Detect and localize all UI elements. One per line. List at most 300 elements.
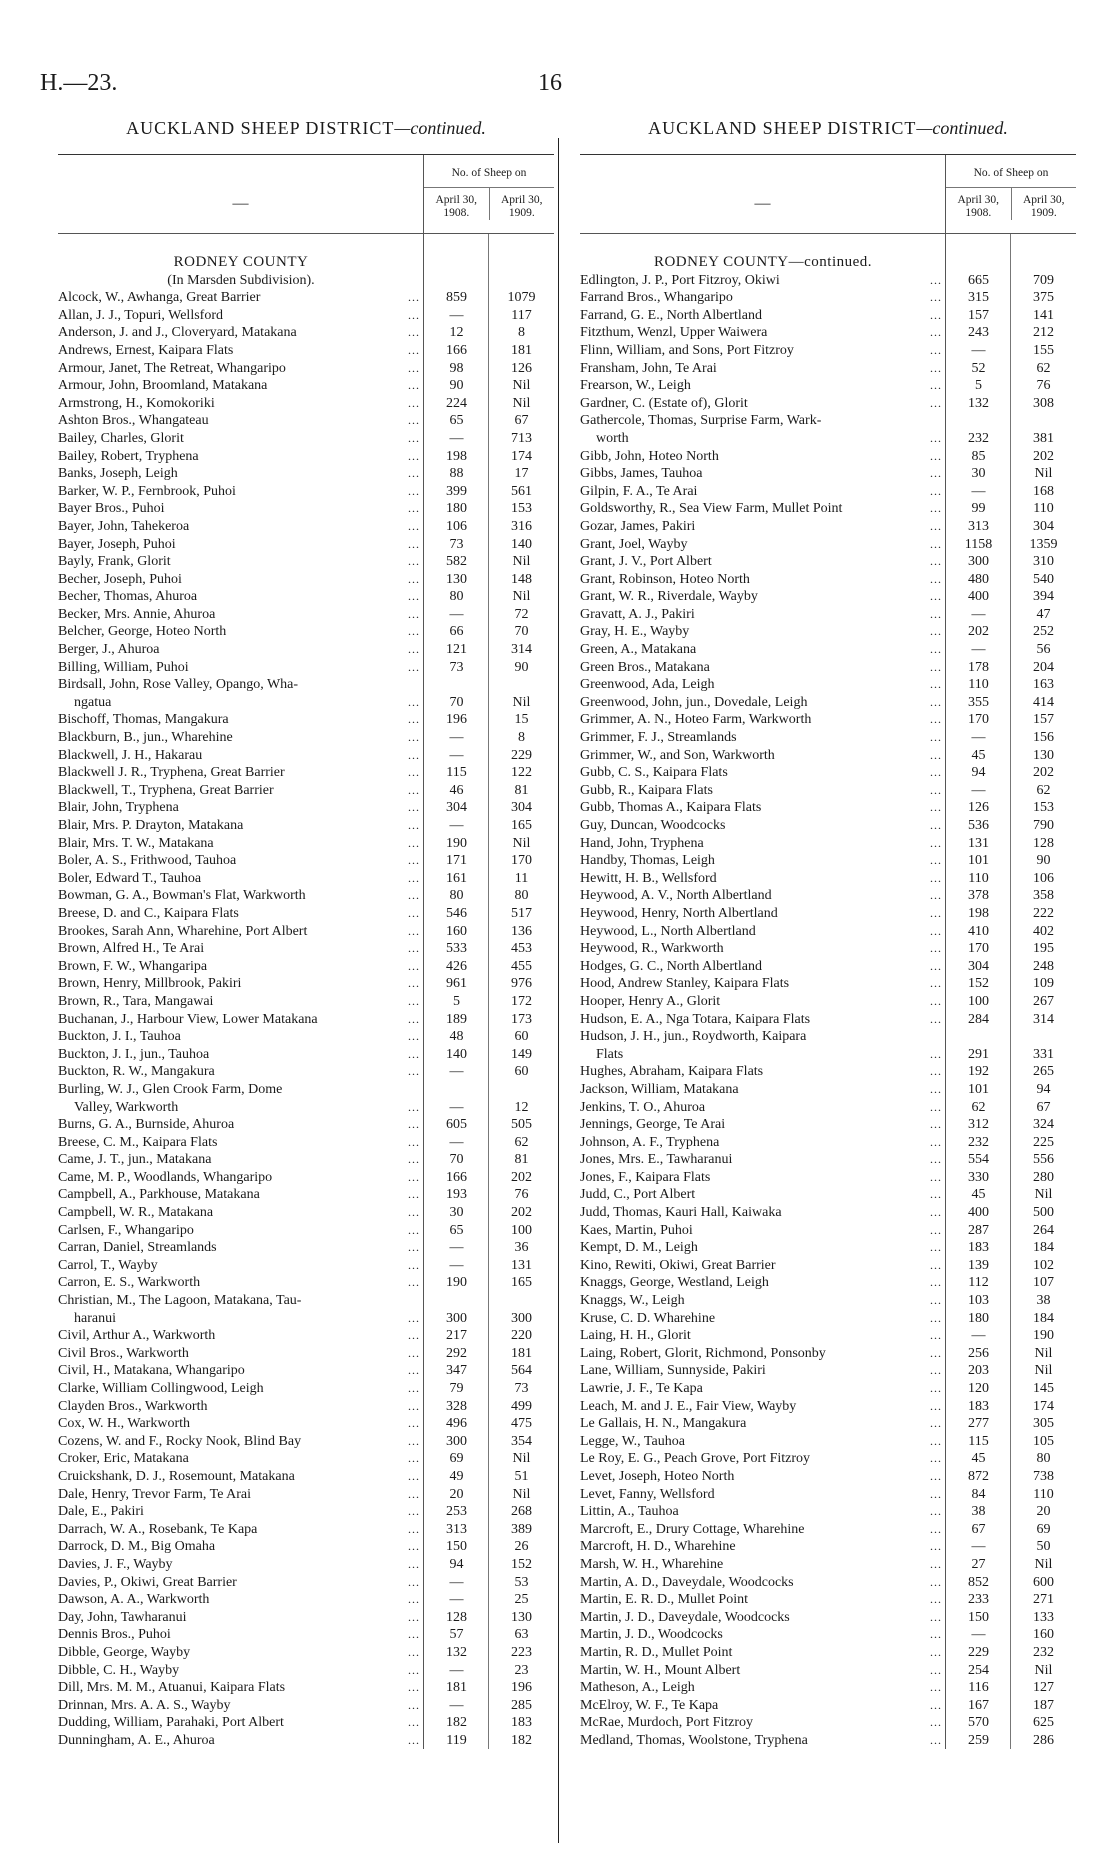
sheep-1908: 20 (449, 1486, 464, 1502)
sheep-1909: 564 (511, 1363, 532, 1379)
table-row (58, 1591, 554, 1609)
table-row (58, 1415, 554, 1433)
sheep-1908: 84 (971, 1486, 986, 1502)
sheep-1909: 67 (514, 413, 529, 429)
sheep-1908: 45 (971, 747, 986, 763)
holder-name: Farrand, G. E., North Albertland ... (580, 307, 942, 323)
sheep-1908: 399 (446, 483, 467, 499)
table-row (580, 1274, 1076, 1292)
table-row (58, 958, 554, 976)
holder-name: Burns, G. A., Burnside, Ahuroa ... (58, 1117, 420, 1133)
right-column-title: AUCKLAND SHEEP DISTRICT—continued. (648, 118, 1008, 138)
sheep-1909: 174 (511, 448, 532, 464)
table-row (58, 1169, 554, 1187)
sheep-1908: 5 (975, 378, 982, 394)
sheep-1908: 166 (446, 342, 467, 358)
sheep-1909: 324 (1033, 1117, 1054, 1133)
sheep-1908: 98 (449, 360, 464, 376)
table-row (580, 676, 1076, 694)
sheep-1909: 109 (1033, 976, 1054, 992)
sheep-1908: 182 (446, 1715, 467, 1731)
sheep-1909: 394 (1033, 589, 1054, 605)
sheep-1909: 182 (511, 1732, 532, 1748)
sheep-1908: 90 (449, 378, 464, 394)
sheep-1908: 132 (446, 1644, 467, 1660)
sheep-1909: 51 (514, 1468, 529, 1484)
sheep-1909: Nil (512, 395, 531, 411)
holder-name: Bailey, Robert, Tryphena ... (58, 448, 420, 464)
sheep-1909: 81 (514, 782, 529, 798)
sheep-1908: 112 (968, 1275, 989, 1291)
holder-name: Hodges, G. C., North Albertland ... (580, 958, 942, 974)
sheep-1909: 202 (511, 1205, 532, 1221)
sheep-1908: 224 (446, 395, 467, 411)
sheep-1909: 204 (1033, 659, 1054, 675)
sheep-1909: 223 (511, 1644, 532, 1660)
sheep-1908: — (971, 730, 986, 746)
table-row (580, 1538, 1076, 1556)
holder-name: Edlington, J. P., Port Fitzroy, Okiwi ... (580, 272, 942, 288)
sheep-1909: 220 (511, 1328, 532, 1344)
sheep-1909: 389 (511, 1521, 532, 1537)
holder-name: Dibble, C. H., Wayby ... (58, 1662, 420, 1678)
table-row (580, 536, 1076, 554)
holder-name: Dawson, A. A., Warkworth ... (58, 1592, 420, 1608)
sheep-1908: 872 (968, 1468, 989, 1484)
sheep-1909: 264 (1033, 1222, 1054, 1238)
sheep-1908: 140 (446, 1046, 467, 1062)
table-row (58, 729, 554, 747)
holder-name: Leach, M. and J. E., Fair View, Wayby ... (580, 1398, 942, 1414)
sheep-1909: 62 (514, 1134, 529, 1150)
holder-name: Bailey, Charles, Glorit ... (58, 430, 420, 446)
sheep-1908: 79 (449, 1381, 464, 1396)
table-row (580, 1644, 1076, 1662)
holder-name: Marcroft, H. D., Wharehine ... (580, 1539, 942, 1555)
sheep-1909: 1359 (1029, 536, 1058, 552)
sheep-1909: 105 (1033, 1433, 1054, 1449)
sheep-1909: 414 (1033, 694, 1054, 710)
table-row (58, 940, 554, 958)
sheep-1908: — (971, 342, 986, 358)
holder-name: Banks, Joseph, Leigh ... (58, 466, 420, 482)
holder-name: Jackson, William, Matakana ... (580, 1081, 942, 1097)
sheep-1908: 70 (449, 694, 464, 710)
table-row (58, 395, 554, 413)
sheep-1908: 167 (968, 1697, 989, 1713)
table-row (58, 1046, 554, 1064)
table-row (58, 377, 554, 395)
holder-name: Blair, Mrs. T. W., Matakana ... (58, 835, 420, 851)
table-row (580, 1011, 1076, 1029)
table-row (58, 1486, 554, 1504)
table-row (580, 518, 1076, 536)
holder-name: Becher, Thomas, Ahuroa ... (58, 589, 420, 605)
sheep-1908: — (449, 606, 464, 622)
table-row (580, 1134, 1076, 1152)
table-row (58, 606, 554, 624)
sheep-1909: Nil (512, 1451, 531, 1467)
sheep-1909: 265 (1033, 1064, 1054, 1080)
table-row (580, 395, 1076, 413)
holder-name: Buckton, J. I., Tauhoa ... (58, 1029, 420, 1045)
sheep-1908: 198 (446, 448, 467, 464)
holder-name: Cox, W. H., Warkworth ... (58, 1416, 420, 1432)
table-row (580, 1415, 1076, 1433)
holder-name: Carlsen, F., Whangaripo ... (58, 1222, 420, 1238)
holder-name: Levet, Joseph, Hoteo North ... (580, 1468, 942, 1484)
sheep-1909: 540 (1033, 571, 1054, 587)
sheep-1909: 17 (514, 466, 529, 482)
sheep-1909: 72 (514, 606, 529, 622)
sheep-1908: — (449, 818, 464, 833)
holder-name: Lawrie, J. F., Te Kapa ... (580, 1381, 942, 1396)
sheep-1908: 313 (968, 518, 989, 534)
holder-name: Blackwell J. R., Tryphena, Great Barrier ... (58, 765, 420, 781)
holder-name: Campbell, W. R., Matakana ... (58, 1205, 420, 1221)
table-row (580, 500, 1076, 518)
holder-name: Blackburn, B., jun., Wharehine ... (58, 730, 420, 746)
sheep-1908: — (449, 1257, 464, 1273)
sheep-1908: 30 (449, 1205, 464, 1221)
sheep-1909: 190 (1033, 1328, 1054, 1344)
sheep-1908: 496 (446, 1416, 467, 1432)
sheep-1908: 202 (968, 624, 989, 640)
sheep-1908: 180 (446, 501, 467, 517)
sheep-1908: 116 (968, 1680, 989, 1696)
holder-name: Kempt, D. M., Leigh ... (580, 1240, 942, 1256)
page-reference: H.—23. (40, 70, 118, 96)
table-row (58, 1186, 554, 1204)
table-row (58, 1556, 554, 1574)
holder-name: Goldsworthy, R., Sea View Farm, Mullet Point ... (580, 501, 942, 517)
holder-name: Bischoff, Thomas, Mangakura ... (58, 712, 420, 728)
sheep-1909: 285 (511, 1697, 532, 1713)
sheep-1908: — (449, 730, 464, 746)
table-row (58, 1521, 554, 1539)
sheep-1908: — (971, 1539, 986, 1555)
sheep-1908: 554 (968, 1152, 989, 1168)
holder-name: Barker, W. P., Fernbrook, Puhoi ... (58, 483, 420, 499)
sheep-1908: 665 (968, 272, 989, 288)
holder-name: Drinnan, Mrs. A. A. S., Wayby ... (58, 1697, 420, 1713)
sheep-1908: 94 (449, 1556, 464, 1572)
sheep-1909: Nil (512, 554, 531, 570)
table-row (58, 1609, 554, 1627)
sheep-1908: 312 (968, 1117, 989, 1133)
sheep-1908: 110 (968, 677, 989, 693)
sheep-1909: Nil (512, 378, 531, 394)
sheep-1908: 426 (446, 958, 467, 974)
sheep-1908: 73 (449, 659, 464, 675)
table-row (58, 676, 554, 711)
holder-name: Kino, Rewiti, Okiwi, Great Barrier ... (580, 1257, 942, 1273)
sheep-1909: Nil (1034, 466, 1053, 482)
sheep-1908: — (449, 430, 464, 446)
sheep-1909: 148 (511, 571, 532, 587)
table-row (580, 1186, 1076, 1204)
table-row (58, 905, 554, 923)
holder-name: Brown, R., Tara, Mangawai ... (58, 993, 420, 1009)
holder-name: Flinn, William, and Sons, Port Fitzroy ... (580, 342, 942, 358)
sheep-1909: 160 (1033, 1627, 1054, 1643)
holder-name: Bayer Bros., Puhoi ... (58, 501, 420, 517)
holder-name: Dudding, William, Parahaki, Port Albert ... (58, 1715, 420, 1731)
holder-name: Buchanan, J., Harbour View, Lower Matakana ... (58, 1011, 420, 1027)
table-row (580, 377, 1076, 395)
sheep-1909: 252 (1033, 624, 1054, 640)
sheep-1908: 300 (968, 554, 989, 570)
table-row (58, 518, 554, 536)
table-row (58, 782, 554, 800)
sheep-1908: 27 (971, 1556, 986, 1572)
sheep-1908: 132 (968, 395, 989, 411)
sheep-1909: 475 (511, 1416, 532, 1432)
holder-name: Belcher, George, Hoteo North ... (58, 624, 420, 640)
sheep-1908: 99 (971, 501, 986, 517)
table-row (580, 1222, 1076, 1240)
table-header (58, 155, 554, 234)
sheep-1909: Nil (512, 694, 531, 710)
table-row (58, 448, 554, 466)
name-column-header: — (754, 195, 771, 212)
table-row (58, 1028, 554, 1046)
table-row (58, 1274, 554, 1292)
holder-name: Hand, John, Tryphena ... (580, 835, 942, 851)
table-row (58, 641, 554, 659)
sheep-1908: 300 (446, 1433, 467, 1449)
table-row (580, 588, 1076, 606)
holder-name: Brown, Alfred H., Te Arai ... (58, 941, 420, 957)
table-row (580, 852, 1076, 870)
table-row (58, 588, 554, 606)
sheep-1909: 225 (1033, 1134, 1054, 1150)
sheep-1908: 67 (971, 1521, 986, 1537)
sheep-1909: 402 (1033, 923, 1054, 939)
table-row (58, 817, 554, 835)
sheep-1908: 73 (449, 536, 464, 552)
holder-name: Marsh, W. H., Wharehine ... (580, 1556, 942, 1572)
sheep-1909: 222 (1033, 905, 1054, 921)
holder-name: Armour, John, Broomland, Matakana ... (58, 378, 420, 394)
table-row (58, 975, 554, 993)
table-row (58, 1538, 554, 1556)
sheep-1908: 180 (968, 1310, 989, 1326)
sheep-1908: 400 (968, 589, 989, 605)
holder-name: Hewitt, H. B., Wellsford ... (580, 870, 942, 886)
holder-name: Billing, William, Puhoi ... (58, 659, 420, 675)
holder-name: Grimmer, W., and Son, Warkworth ... (580, 747, 942, 763)
sheep-1908: 12 (449, 325, 464, 341)
holder-name: Knaggs, W., Leigh ... (580, 1293, 942, 1309)
table-row (58, 1398, 554, 1416)
holder-name: Greenwood, Ada, Leigh ... (580, 677, 942, 693)
sheep-1908: 315 (968, 290, 989, 306)
sheep-1909: 23 (514, 1662, 529, 1678)
sheep-1908: 192 (968, 1064, 989, 1080)
holder-name: Buckton, R. W., Mangakura ... (58, 1064, 420, 1080)
sheep-1909: Nil (512, 589, 531, 605)
sheep-1908: 193 (446, 1187, 467, 1203)
table-row (58, 923, 554, 941)
sheep-1909: 713 (511, 430, 532, 446)
sheep-1908: — (449, 1662, 464, 1678)
sheep-1909: 172 (511, 993, 532, 1009)
sheep-1908: — (449, 1064, 464, 1080)
sheep-1909: 80 (1036, 1451, 1051, 1467)
sheep-1908: — (449, 1134, 464, 1150)
sheep-1908: 157 (968, 307, 989, 323)
table-row (580, 1433, 1076, 1451)
holder-name: Bayly, Frank, Glorit ... (58, 554, 420, 570)
table-row (58, 483, 554, 501)
sheep-1909: Nil (512, 835, 531, 851)
table-row (580, 1679, 1076, 1697)
sheep-1909: 709 (1033, 272, 1054, 288)
right-column (580, 118, 1076, 1749)
holder-name: Heywood, R., Warkworth ... (580, 941, 942, 957)
holder-name: Cruickshank, D. J., Rosemount, Matakana ... (58, 1468, 420, 1484)
holder-name: Darrach, W. A., Rosebank, Te Kapa ... (58, 1521, 420, 1537)
holder-name: Gathercole, Thomas, Surprise Farm, Wark- worth ... (580, 413, 942, 446)
table-row (58, 342, 554, 360)
sheep-1908: 101 (968, 853, 989, 869)
sheep-1908: 304 (968, 958, 989, 974)
sheep-1908: 253 (446, 1504, 467, 1520)
holder-name: Lane, William, Sunnyside, Pakiri ... (580, 1363, 942, 1379)
table-row (58, 1116, 554, 1134)
sheep-1909: Nil (1034, 1345, 1053, 1361)
table-row (580, 1626, 1076, 1644)
holder-name: Becher, Joseph, Puhoi ... (58, 571, 420, 587)
sheep-1908: 80 (449, 888, 464, 904)
sheep-1908: 533 (446, 941, 467, 957)
sheep-1909: 25 (514, 1592, 529, 1608)
table-row (58, 1292, 554, 1327)
sheep-1908: 126 (968, 800, 989, 816)
table-row (58, 1732, 554, 1750)
sheep-1909: 556 (1033, 1152, 1054, 1168)
sheep-1909: 184 (1033, 1240, 1054, 1256)
sheep-1908: 605 (446, 1117, 467, 1133)
holder-name: Fitzthum, Wenzl, Upper Waiwera ... (580, 325, 942, 341)
sheep-1908: 480 (968, 571, 989, 587)
sheep-1908: — (971, 606, 986, 622)
sheep-1908: 330 (968, 1169, 989, 1185)
sheep-1909: 67 (1036, 1099, 1051, 1115)
sheep-1909: 80 (514, 888, 529, 904)
holder-name: Came, J. T., jun., Matakana ... (58, 1152, 420, 1168)
sheep-1908: 128 (446, 1609, 467, 1625)
table-row (580, 1204, 1076, 1222)
table-row (58, 835, 554, 853)
sheep-1909: 100 (511, 1222, 532, 1238)
sheep-1909: Nil (512, 1486, 531, 1502)
table-row (580, 1468, 1076, 1486)
table-row (580, 1257, 1076, 1275)
sheep-1909: 314 (1033, 1011, 1054, 1027)
table-row (580, 1556, 1076, 1574)
sheep-1909: 38 (1036, 1293, 1051, 1309)
sheep-1909: 106 (1033, 870, 1054, 886)
holder-name: Grant, W. R., Riverdale, Wayby ... (580, 589, 942, 605)
sheep-1908: 62 (971, 1099, 986, 1115)
table-row (58, 465, 554, 483)
sheep-1909: 184 (1033, 1310, 1054, 1326)
holder-name: Jones, F., Kaipara Flats ... (580, 1169, 942, 1185)
sheep-1909: 625 (1033, 1715, 1054, 1731)
holder-name: Grimmer, F. J., Streamlands ... (580, 730, 942, 746)
table-row (58, 852, 554, 870)
holder-name: Bayer, Joseph, Puhoi ... (58, 536, 420, 552)
sheep-1909: 60 (514, 1064, 529, 1080)
table-row (58, 1257, 554, 1275)
sheep-1908: 115 (446, 765, 467, 781)
left-table (58, 155, 554, 1749)
sheep-1908: 70 (449, 1152, 464, 1168)
holder-name: Grimmer, A. N., Hoteo Farm, Warkworth ... (580, 712, 942, 728)
table-row (58, 1697, 554, 1715)
sheep-1908: 110 (968, 870, 989, 886)
holder-name: Day, John, Tawharanui ... (58, 1609, 420, 1625)
sheep-1908: 859 (446, 290, 467, 306)
table-row (580, 272, 1076, 290)
table-row (580, 659, 1076, 677)
sheep-1908: 130 (446, 571, 467, 587)
sheep-1909: Nil (1034, 1187, 1053, 1203)
table-row (580, 1398, 1076, 1416)
table-row (580, 975, 1076, 993)
table-row (580, 1380, 1076, 1398)
sheep-1909: 36 (514, 1240, 529, 1256)
sheep-1908: 178 (968, 659, 989, 675)
sheep-1908: 150 (446, 1539, 467, 1555)
table-row (580, 993, 1076, 1011)
table-body (580, 234, 1076, 1749)
sheep-1908: 5 (453, 993, 460, 1009)
name-column-header: — (232, 195, 249, 212)
table-row (580, 1697, 1076, 1715)
holder-name: Dale, Henry, Trevor Farm, Te Arai ... (58, 1486, 420, 1502)
table-row (580, 553, 1076, 571)
table-row (580, 1028, 1076, 1063)
holder-name: Martin, E. R. D., Mullet Point ... (580, 1592, 942, 1608)
holder-name: Civil, H., Matakana, Whangaripo ... (58, 1363, 420, 1379)
table-row (58, 659, 554, 677)
sheep-1909: 102 (1033, 1257, 1054, 1273)
sheep-1909: 174 (1033, 1398, 1054, 1414)
table-row (58, 799, 554, 817)
sheep-1908: 203 (968, 1363, 989, 1379)
sheep-1909: Nil (1034, 1556, 1053, 1572)
holder-name: Civil, Arthur A., Warkworth ... (58, 1328, 420, 1344)
sheep-1909: 53 (514, 1574, 529, 1590)
sheep-count-header: No. of Sheep on April 30, 1908. April 30, 1909. (945, 155, 1076, 233)
sheep-1909: 60 (514, 1029, 529, 1045)
sheep-1908: 304 (446, 800, 467, 816)
right-table (580, 155, 1076, 1749)
table-row (58, 1134, 554, 1152)
holder-name: Andrews, Ernest, Kaipara Flats ... (58, 342, 420, 358)
table-row (580, 623, 1076, 641)
sheep-1909: 790 (1033, 818, 1054, 833)
section-heading: RODNEY COUNTY—continued. (653, 254, 873, 270)
holder-name: Breese, C. M., Kaipara Flats ... (58, 1134, 420, 1150)
holder-name: Dunningham, A. E., Ahuroa ... (58, 1732, 420, 1748)
holder-name: Gravatt, A. J., Pakiri ... (580, 606, 942, 622)
holder-name: Gubb, Thomas A., Kaipara Flats ... (580, 800, 942, 816)
table-row (58, 1011, 554, 1029)
